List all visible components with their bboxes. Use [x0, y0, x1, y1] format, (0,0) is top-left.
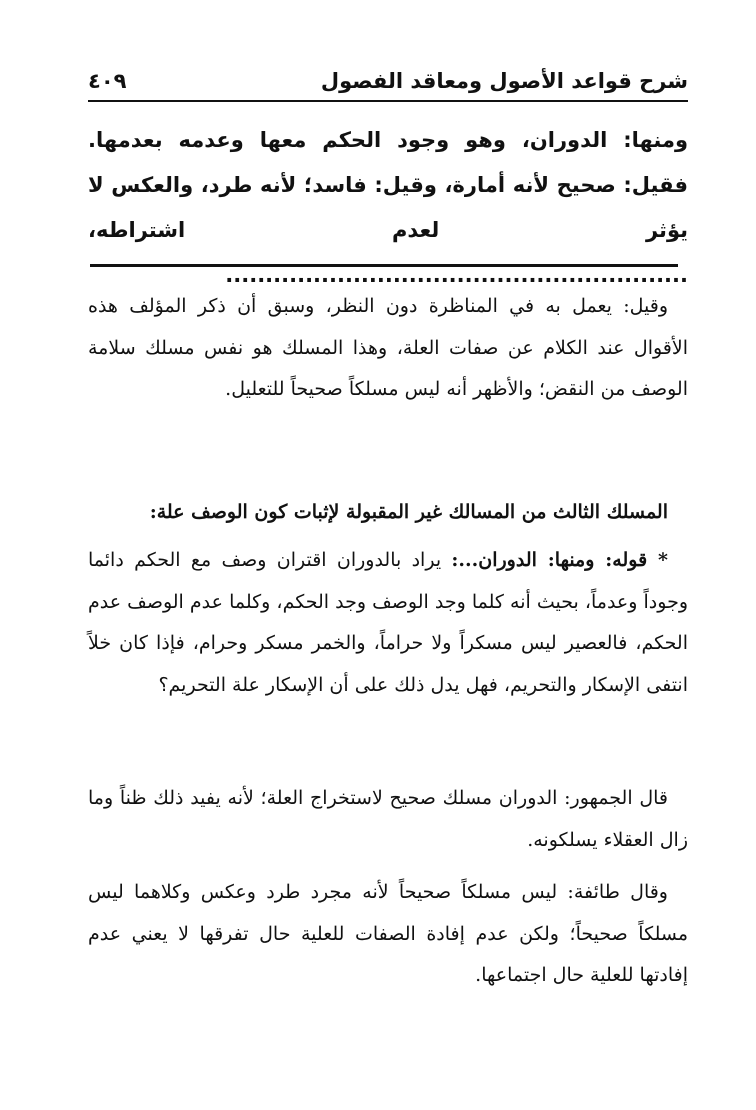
matn-text-block	[88, 118, 688, 298]
page-number: ٤٠٩	[88, 69, 127, 93]
commentary-paragraph-3: قال الجمهور: الدوران مسلك صحيح لاستخراج العلة؛ لأنه يفيد ذلك ظناً وما زال العقلاء يسلكونه.	[88, 787, 688, 851]
quoted-lead: * قوله: ومنها: الدوران...:	[451, 549, 668, 571]
commentary-paragraph-2	[88, 540, 688, 706]
running-title: شرح قواعد الأصول ومعاقد الفصول	[320, 69, 688, 93]
matn-paragraph: ومنها: الدوران، وهو وجود الحكم معها وعدمه بعدمها. فقيل: صحيح لأنه أمارة، وقيل: فاسد؛ لأنه طرد، والعكس لا يؤثر لعدم اشتراطه، ..........................................................	[88, 128, 688, 287]
section-heading: المسلك الثالث من المسالك غير المقبولة لإثبات كون الوصف علة:	[149, 501, 668, 523]
paragraph-2-text: يراد بالدوران اقتران وصف مع الحكم دائما وجوداً وعدماً، بحيث أنه كلما وجد الوصف وجد الحكم، وكلما عدم الوصف عدم الحكم، فالعصير ليس مسكراً ولا حراماً، والخمر مسكر وحرام، فإذا كان خلاً انتفى الإسكار والتحريم، فهل يدل ذلك على أن الإسكار علة التحريم؟	[88, 549, 688, 696]
separator-line	[90, 264, 678, 267]
commentary-body	[88, 286, 688, 986]
commentary-paragraph-1: وقيل: يعمل به في المناظرة دون النظر، وسبق أن ذكر المؤلف هذه الأقوال عند الكلام عن صفات العلة، وهذا المسلك هو نفس مسلك سلامة الوصف من النقض؛ والأظهر أنه ليس مسلكاً صحيحاً للتعليل.	[88, 295, 688, 400]
commentary-paragraph-4: وقال طائفة: ليس مسلكاً صحيحاً لأنه مجرد طرد وعكس وكلاهما ليس مسلكاً صحيحاً؛ ولكن عدم إفادة الصفات للعلية حال تفرقها لا يعني عدم إفادتها للعلية حال اجتماعها.	[88, 881, 688, 986]
page-header	[88, 66, 688, 102]
